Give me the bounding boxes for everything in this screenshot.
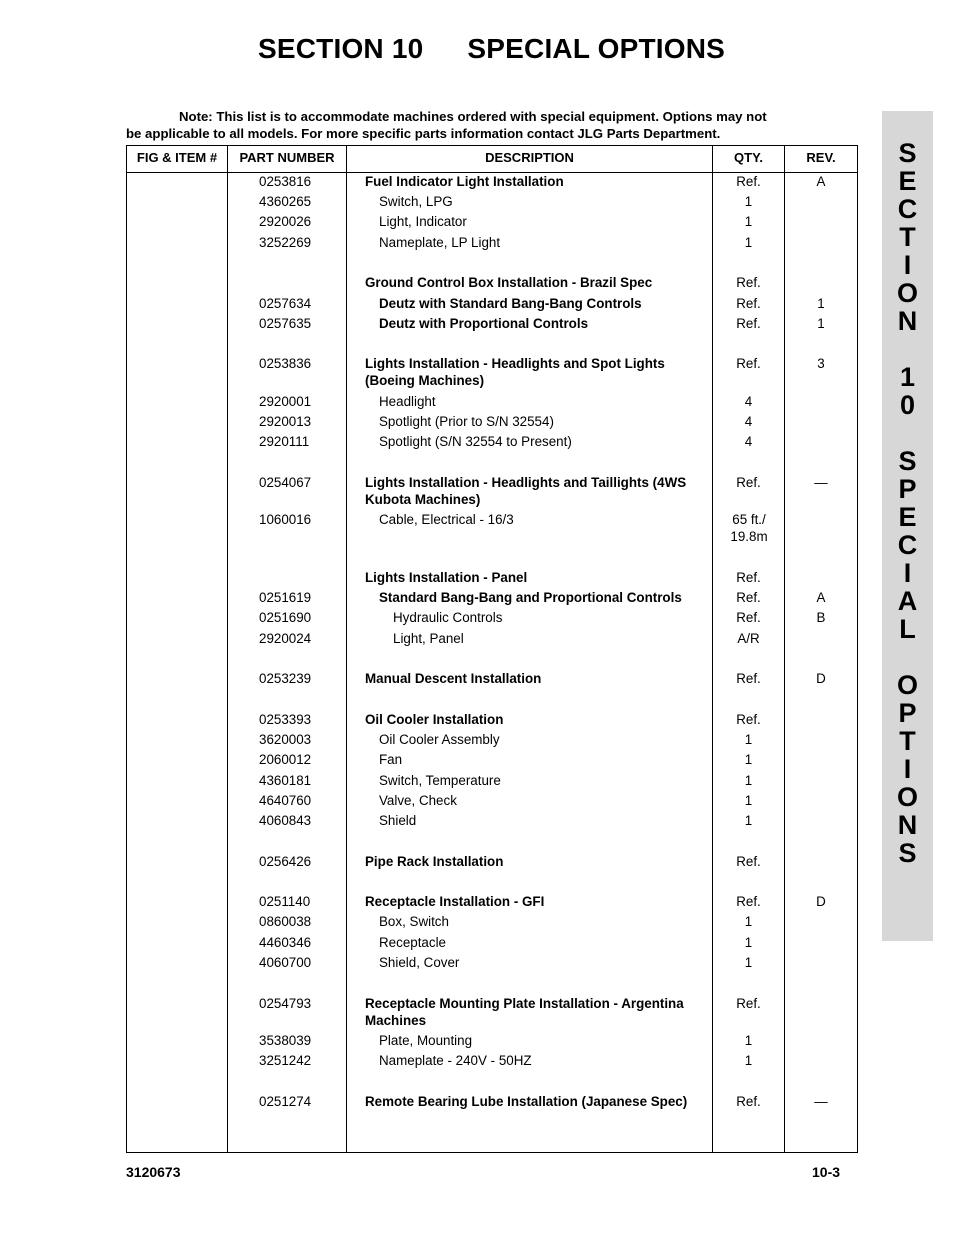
side-tab-letter: N xyxy=(897,810,918,840)
description-cell: Lights Installation - Panel xyxy=(365,570,528,585)
description-cell: Switch, Temperature xyxy=(379,773,501,788)
description-cell: Spotlight (S/N 32554 to Present) xyxy=(379,434,572,449)
part-number-cell: 4640760 xyxy=(259,793,312,808)
description-cell: Hydraulic Controls xyxy=(393,610,503,625)
qty-cell: 1 xyxy=(744,773,753,788)
part-number-cell: 2060012 xyxy=(259,752,312,767)
qty-cell: Ref. xyxy=(736,275,761,290)
part-number-cell: 0257634 xyxy=(259,296,312,311)
qty-cell: 4 xyxy=(744,434,753,449)
part-number-cell: 1060016 xyxy=(259,512,312,527)
part-number-cell: 0251274 xyxy=(259,1094,312,1109)
side-tab-letter: L xyxy=(899,614,916,644)
qty-cell: 1 xyxy=(744,194,753,209)
side-tab-letter: I xyxy=(903,754,912,784)
side-tab-letter: S xyxy=(898,138,917,168)
qty-cell: Ref. xyxy=(736,1094,761,1109)
side-tab-letter: I xyxy=(903,250,912,280)
description-cell: Remote Bearing Lube Installation (Japanese Spec) xyxy=(365,1094,688,1109)
description-cell: Oil Cooler Installation xyxy=(365,712,504,727)
qty-cell: Ref. xyxy=(736,296,761,311)
part-number-cell: 3252269 xyxy=(259,235,312,250)
page-number: 10-3 xyxy=(812,1164,841,1180)
document-number: 3120673 xyxy=(126,1164,181,1180)
section-title: SPECIAL OPTIONS xyxy=(467,33,726,64)
side-tab-letter: 0 xyxy=(899,390,916,420)
side-tab-letter: 1 xyxy=(899,362,916,392)
side-tab-letter: A xyxy=(897,586,918,616)
part-number-cell: 0253393 xyxy=(259,712,312,727)
description-cell: Oil Cooler Assembly xyxy=(379,732,500,747)
part-number-cell: 0253239 xyxy=(259,671,312,686)
page-title xyxy=(258,33,725,65)
part-number-cell: 0254067 xyxy=(259,475,312,490)
description-cell: Fan xyxy=(379,752,403,767)
column-divider xyxy=(227,146,228,1152)
side-tab-letter: O xyxy=(896,278,918,308)
description-cell: Nameplate, LP Light xyxy=(379,235,501,250)
description-cell: Switch, LPG xyxy=(379,194,453,209)
part-number-cell: 2920111 xyxy=(259,434,310,449)
qty-cell: Ref. xyxy=(736,996,761,1011)
side-tab-letter: T xyxy=(899,726,916,756)
qty-cell: Ref. xyxy=(736,570,761,585)
rev-cell: 1 xyxy=(817,316,825,331)
part-number-cell: 2920001 xyxy=(259,394,312,409)
part-number-cell: 2920024 xyxy=(259,631,312,646)
rev-cell: D xyxy=(816,894,826,909)
side-tab-letter: S xyxy=(898,838,917,868)
description-cell: Shield xyxy=(379,813,417,828)
qty-cell: 1 xyxy=(744,732,753,747)
qty-cell: Ref. xyxy=(736,316,761,331)
rev-cell: A xyxy=(816,174,826,189)
side-tab-letter: E xyxy=(898,502,917,532)
description-cell: Deutz with Proportional Controls xyxy=(379,316,589,331)
qty-cell: 1 xyxy=(744,214,753,229)
description-cell: Receptacle xyxy=(379,935,446,950)
part-number-cell: 4360265 xyxy=(259,194,312,209)
description-cell: Ground Control Box Installation - Brazil Spec xyxy=(365,275,653,290)
qty-cell: Ref. xyxy=(736,356,761,371)
description-cell: Receptacle Installation - GFI xyxy=(365,894,545,909)
side-tab-letter: T xyxy=(899,222,916,252)
note-line-1: Note: This list is to accommodate machines ordered with special equipment. Options may not xyxy=(179,109,767,124)
part-number-cell: 0254793 xyxy=(259,996,312,1011)
description-cell: Box, Switch xyxy=(379,914,449,929)
description-cell: Cable, Electrical - 16/3 xyxy=(379,512,514,527)
part-number-cell: 4060843 xyxy=(259,813,312,828)
qty-cell: 1 xyxy=(744,1033,753,1048)
header-rev: REV. xyxy=(806,150,836,165)
description-cell: Pipe Rack Installation xyxy=(365,854,504,869)
qty-cell: 4 xyxy=(744,414,753,429)
description-cell: Nameplate - 240V - 50HZ xyxy=(379,1053,532,1068)
side-tab-letter: P xyxy=(898,474,917,504)
description-cell: Valve, Check xyxy=(379,793,457,808)
header-part-number: PART NUMBER xyxy=(239,150,335,165)
description-cell: Standard Bang-Bang and Proportional Controls xyxy=(379,590,682,605)
rev-cell: 3 xyxy=(817,356,825,371)
part-number-cell: 2920026 xyxy=(259,214,312,229)
rev-cell: A xyxy=(816,590,826,605)
rev-cell: 1 xyxy=(817,296,825,311)
description-cell: Light, Panel xyxy=(393,631,464,646)
part-number-cell: 3620003 xyxy=(259,732,312,747)
qty-cell: 4 xyxy=(744,394,753,409)
rev-cell: — xyxy=(814,1094,828,1109)
note-line-2: be applicable to all models. For more specific parts information contact JLG Parts Department. xyxy=(126,126,721,141)
parts-table xyxy=(126,145,858,1153)
qty-cell: 1 xyxy=(744,955,753,970)
description-cell: Plate, Mounting xyxy=(379,1033,473,1048)
qty-cell: Ref. xyxy=(736,475,761,490)
part-number-cell: 0251140 xyxy=(259,894,311,909)
part-number-cell: 0251619 xyxy=(259,590,312,605)
part-number-cell: 4360181 xyxy=(259,773,312,788)
column-divider xyxy=(346,146,347,1152)
qty-cell: Ref. xyxy=(736,712,761,727)
description-cell: Lights Installation - Headlights and Taillights (4WS Kubota Machines) xyxy=(365,475,687,507)
section-side-tab xyxy=(882,111,933,941)
description-cell: Headlight xyxy=(379,394,436,409)
qty-cell: 1 xyxy=(744,935,753,950)
description-cell: Spotlight (Prior to S/N 32554) xyxy=(379,414,554,429)
qty-cell: A/R xyxy=(737,631,760,646)
side-tab-letter: O xyxy=(896,670,918,700)
rev-cell: D xyxy=(816,671,826,686)
qty-cell: 1 xyxy=(744,1053,753,1068)
section-number: SECTION 10 xyxy=(258,33,424,64)
part-number-cell: 0253836 xyxy=(259,356,312,371)
qty-cell: Ref. xyxy=(736,174,761,189)
description-cell: Lights Installation - Headlights and Spot Lights (Boeing Machines) xyxy=(365,356,665,388)
part-number-cell: 0253816 xyxy=(259,174,312,189)
side-tab-letter: E xyxy=(898,166,917,196)
rev-cell: — xyxy=(814,475,828,490)
qty-cell: 1 xyxy=(744,752,753,767)
qty-cell: Ref. xyxy=(736,590,761,605)
qty-cell: Ref. xyxy=(736,671,761,686)
header-description: DESCRIPTION xyxy=(485,150,574,165)
part-number-cell: 3538039 xyxy=(259,1033,312,1048)
qty-cell: 65 ft./ 19.8m xyxy=(730,512,768,544)
side-tab-letter: C xyxy=(897,530,918,560)
side-tab-letter: O xyxy=(896,782,918,812)
description-cell: Light, Indicator xyxy=(379,214,467,229)
qty-cell: Ref. xyxy=(736,610,761,625)
part-number-cell: 0251690 xyxy=(259,610,312,625)
qty-cell: 1 xyxy=(744,914,753,929)
part-number-cell: 0256426 xyxy=(259,854,312,869)
part-number-cell: 3251242 xyxy=(259,1053,312,1068)
note xyxy=(126,108,866,142)
side-tab-letter: P xyxy=(898,698,917,728)
description-cell: Shield, Cover xyxy=(379,955,460,970)
part-number-cell: 4460346 xyxy=(259,935,312,950)
side-tab-letter: N xyxy=(897,306,918,336)
description-cell: Fuel Indicator Light Installation xyxy=(365,174,564,189)
rev-cell: B xyxy=(816,610,826,625)
side-tab-letter: S xyxy=(898,446,917,476)
part-number-cell: 0257635 xyxy=(259,316,312,331)
qty-cell: Ref. xyxy=(736,894,761,909)
part-number-cell: 0860038 xyxy=(259,914,312,929)
header-qty: QTY. xyxy=(734,150,763,165)
description-cell: Receptacle Mounting Plate Installation - Argentina Machines xyxy=(365,996,684,1028)
qty-cell: 1 xyxy=(744,235,753,250)
qty-cell: 1 xyxy=(744,813,753,828)
description-cell: Deutz with Standard Bang-Bang Controls xyxy=(379,296,642,311)
qty-cell: 1 xyxy=(744,793,753,808)
side-tab-letter: C xyxy=(897,194,918,224)
description-cell: Manual Descent Installation xyxy=(365,671,542,686)
header-fig-item: FIG & ITEM # xyxy=(136,150,218,165)
side-tab-letter: I xyxy=(903,558,912,588)
qty-cell: Ref. xyxy=(736,854,761,869)
part-number-cell: 2920013 xyxy=(259,414,312,429)
part-number-cell: 4060700 xyxy=(259,955,312,970)
